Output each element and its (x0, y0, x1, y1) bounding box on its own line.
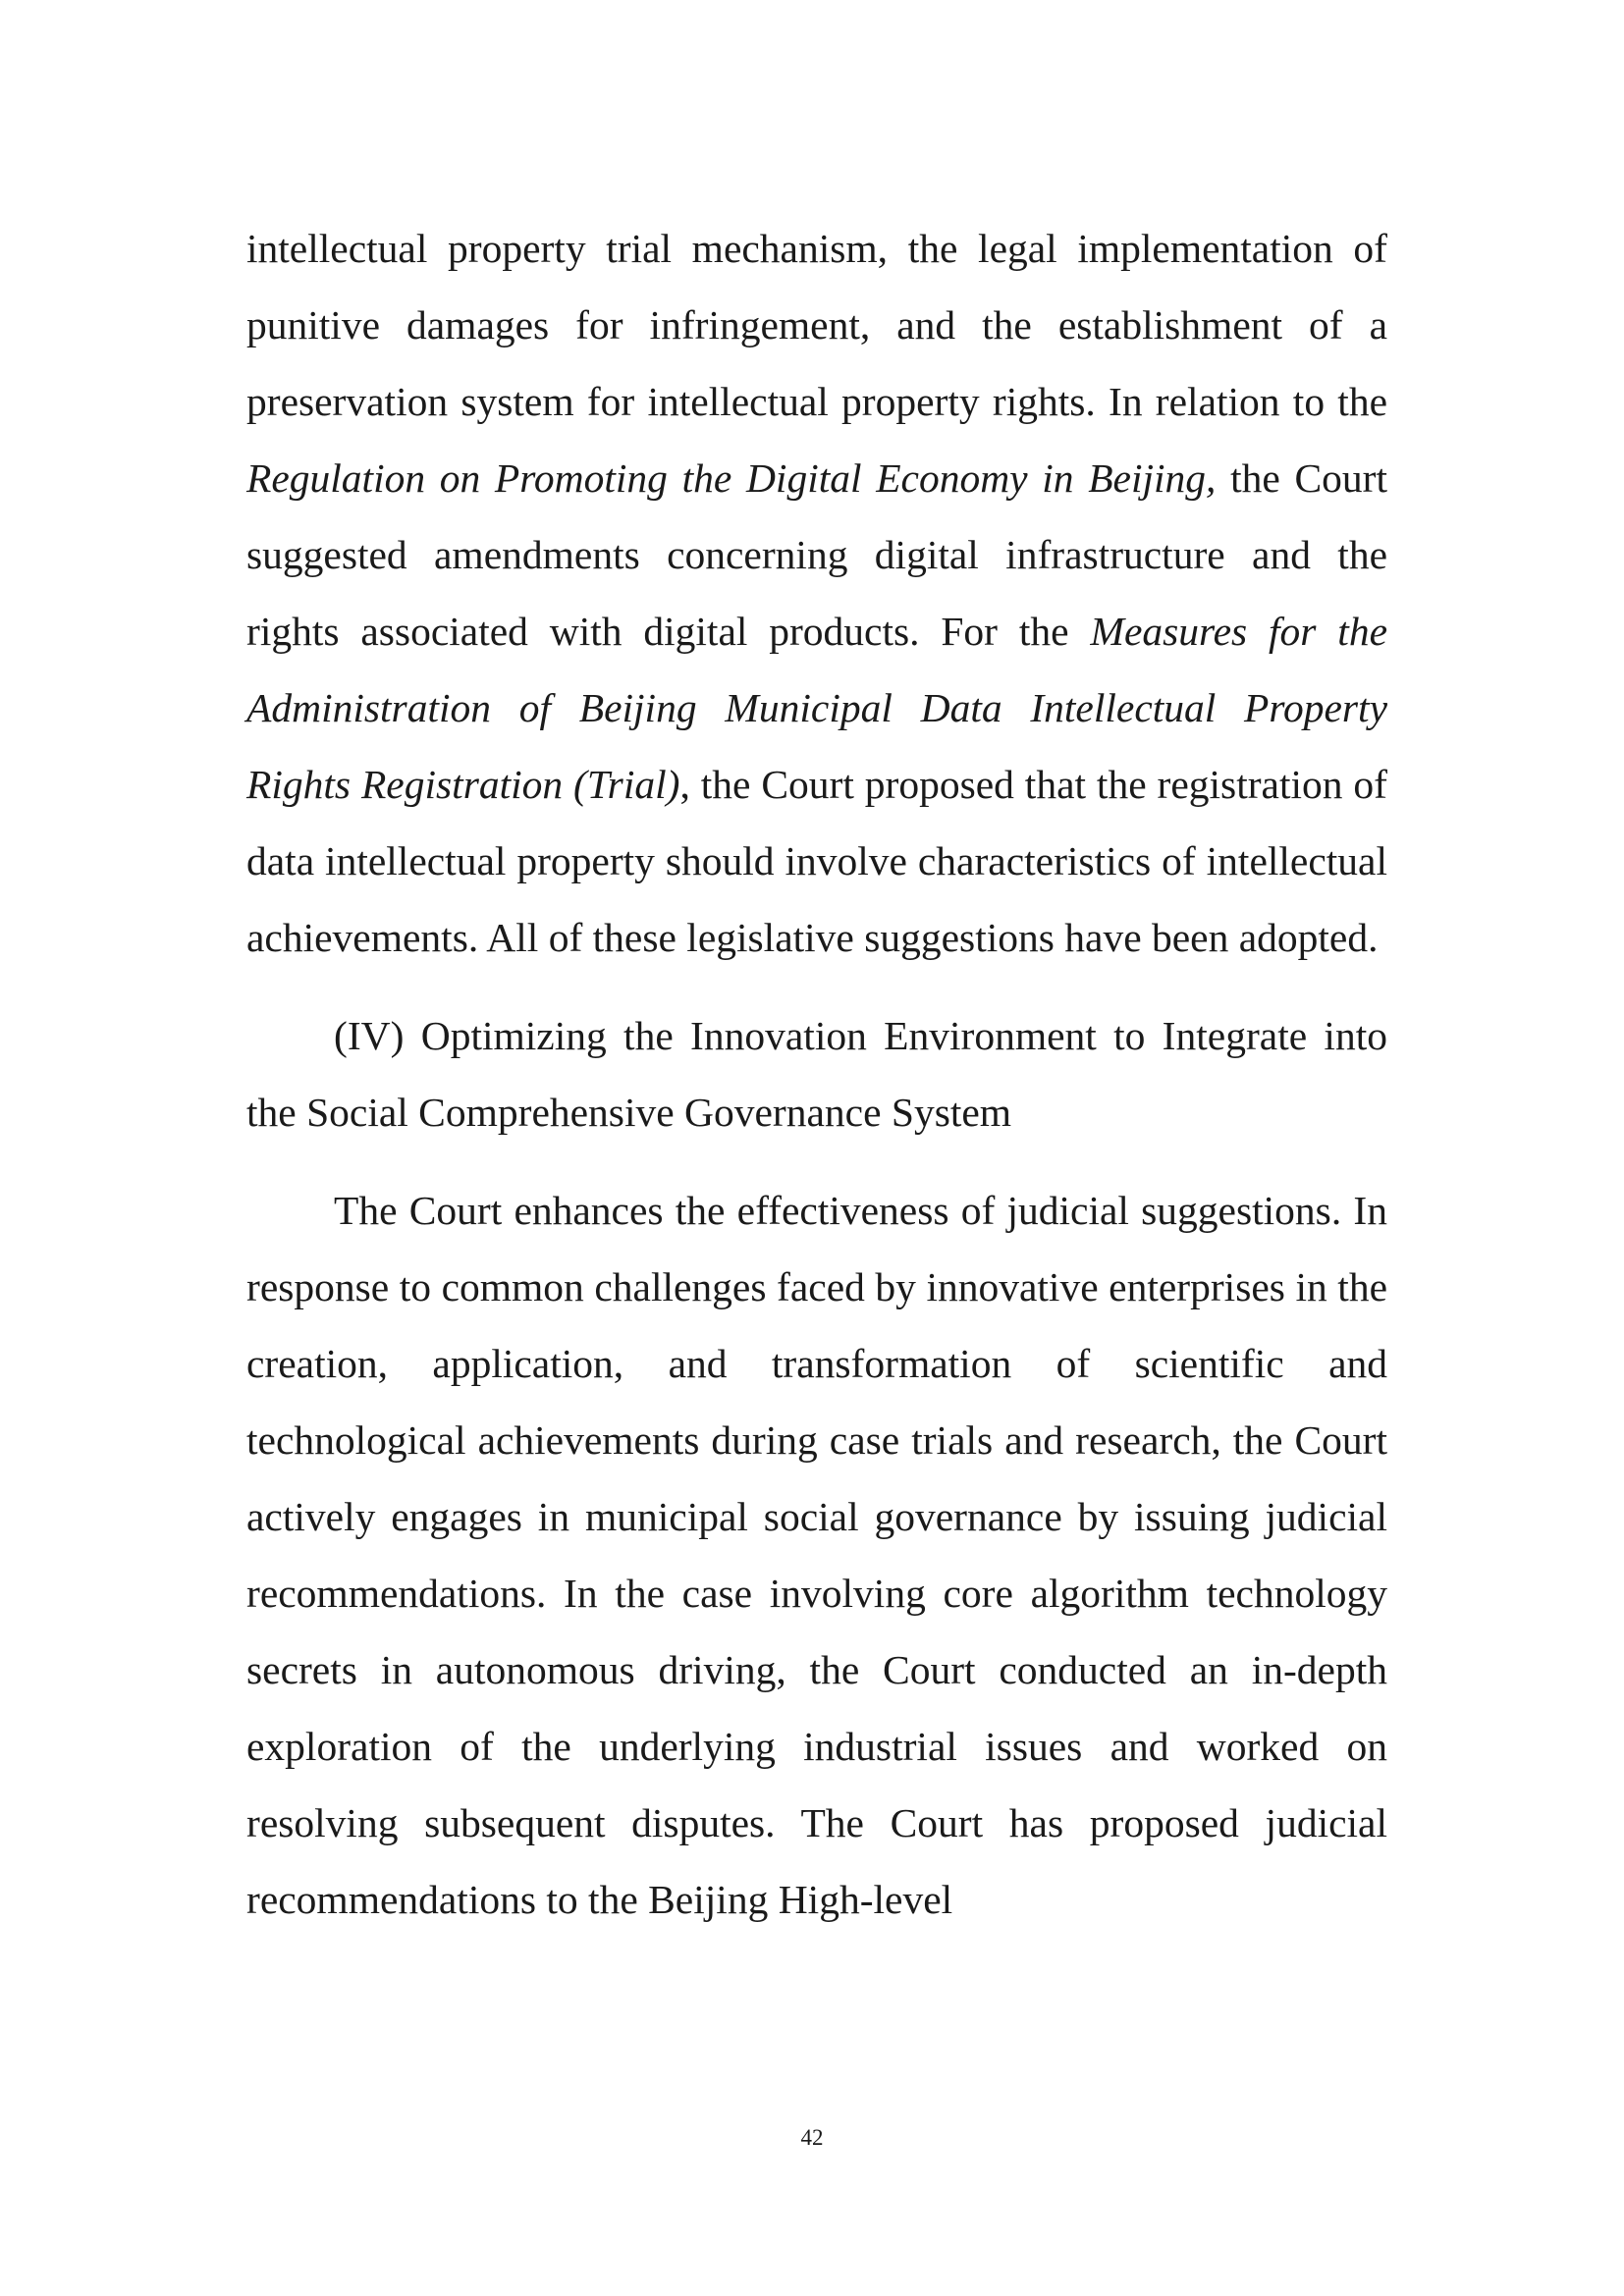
section-heading: (IV) Optimizing the Innovation Environment to Integrate into the Social Comprehensive Governance System (246, 1013, 1387, 1135)
paragraph-legislative-suggestions (246, 210, 1387, 976)
paragraph-text: intellectual property trial mechanism, the legal implementation of punitive damages for infringement, and the establishment of a preservation system for intellectual property rights. In relation to the (246, 226, 1387, 424)
paragraph-judicial-suggestions: The Court enhances the effectiveness of judicial suggestions. In response to common challenges faced by innovative enterprises in the creation, application, and transformation of scientific and technological achievements during case trials and research, the Court actively engages in municipal social governance by issuing judicial recommendations. In the case involving core algorithm technology secrets in autonomous driving, the Court conducted an in-depth exploration of the underlying industrial issues and worked on resolving subsequent disputes. The Court has proposed judicial recommendations to the Beijing High-level (246, 1188, 1387, 1922)
measures-title: Measures for the Administration of Beijing Municipal Data Intellectual Property Rights Registration (Trial) (246, 609, 1387, 807)
page-body (246, 210, 1387, 1938)
regulation-title: Regulation on Promoting the Digital Economy in Beijing, (246, 455, 1217, 501)
paragraph-text: , the Court proposed that the registration of data intellectual property should involve characteristics of intellectual achievements. All of these legislative suggestions have been adopted. (246, 762, 1388, 960)
paragraph-text: the Court suggested amendments concerning digital infrastructure and the rights associated with digital products. For the (246, 455, 1387, 654)
page-number: 42 (800, 2125, 824, 2150)
